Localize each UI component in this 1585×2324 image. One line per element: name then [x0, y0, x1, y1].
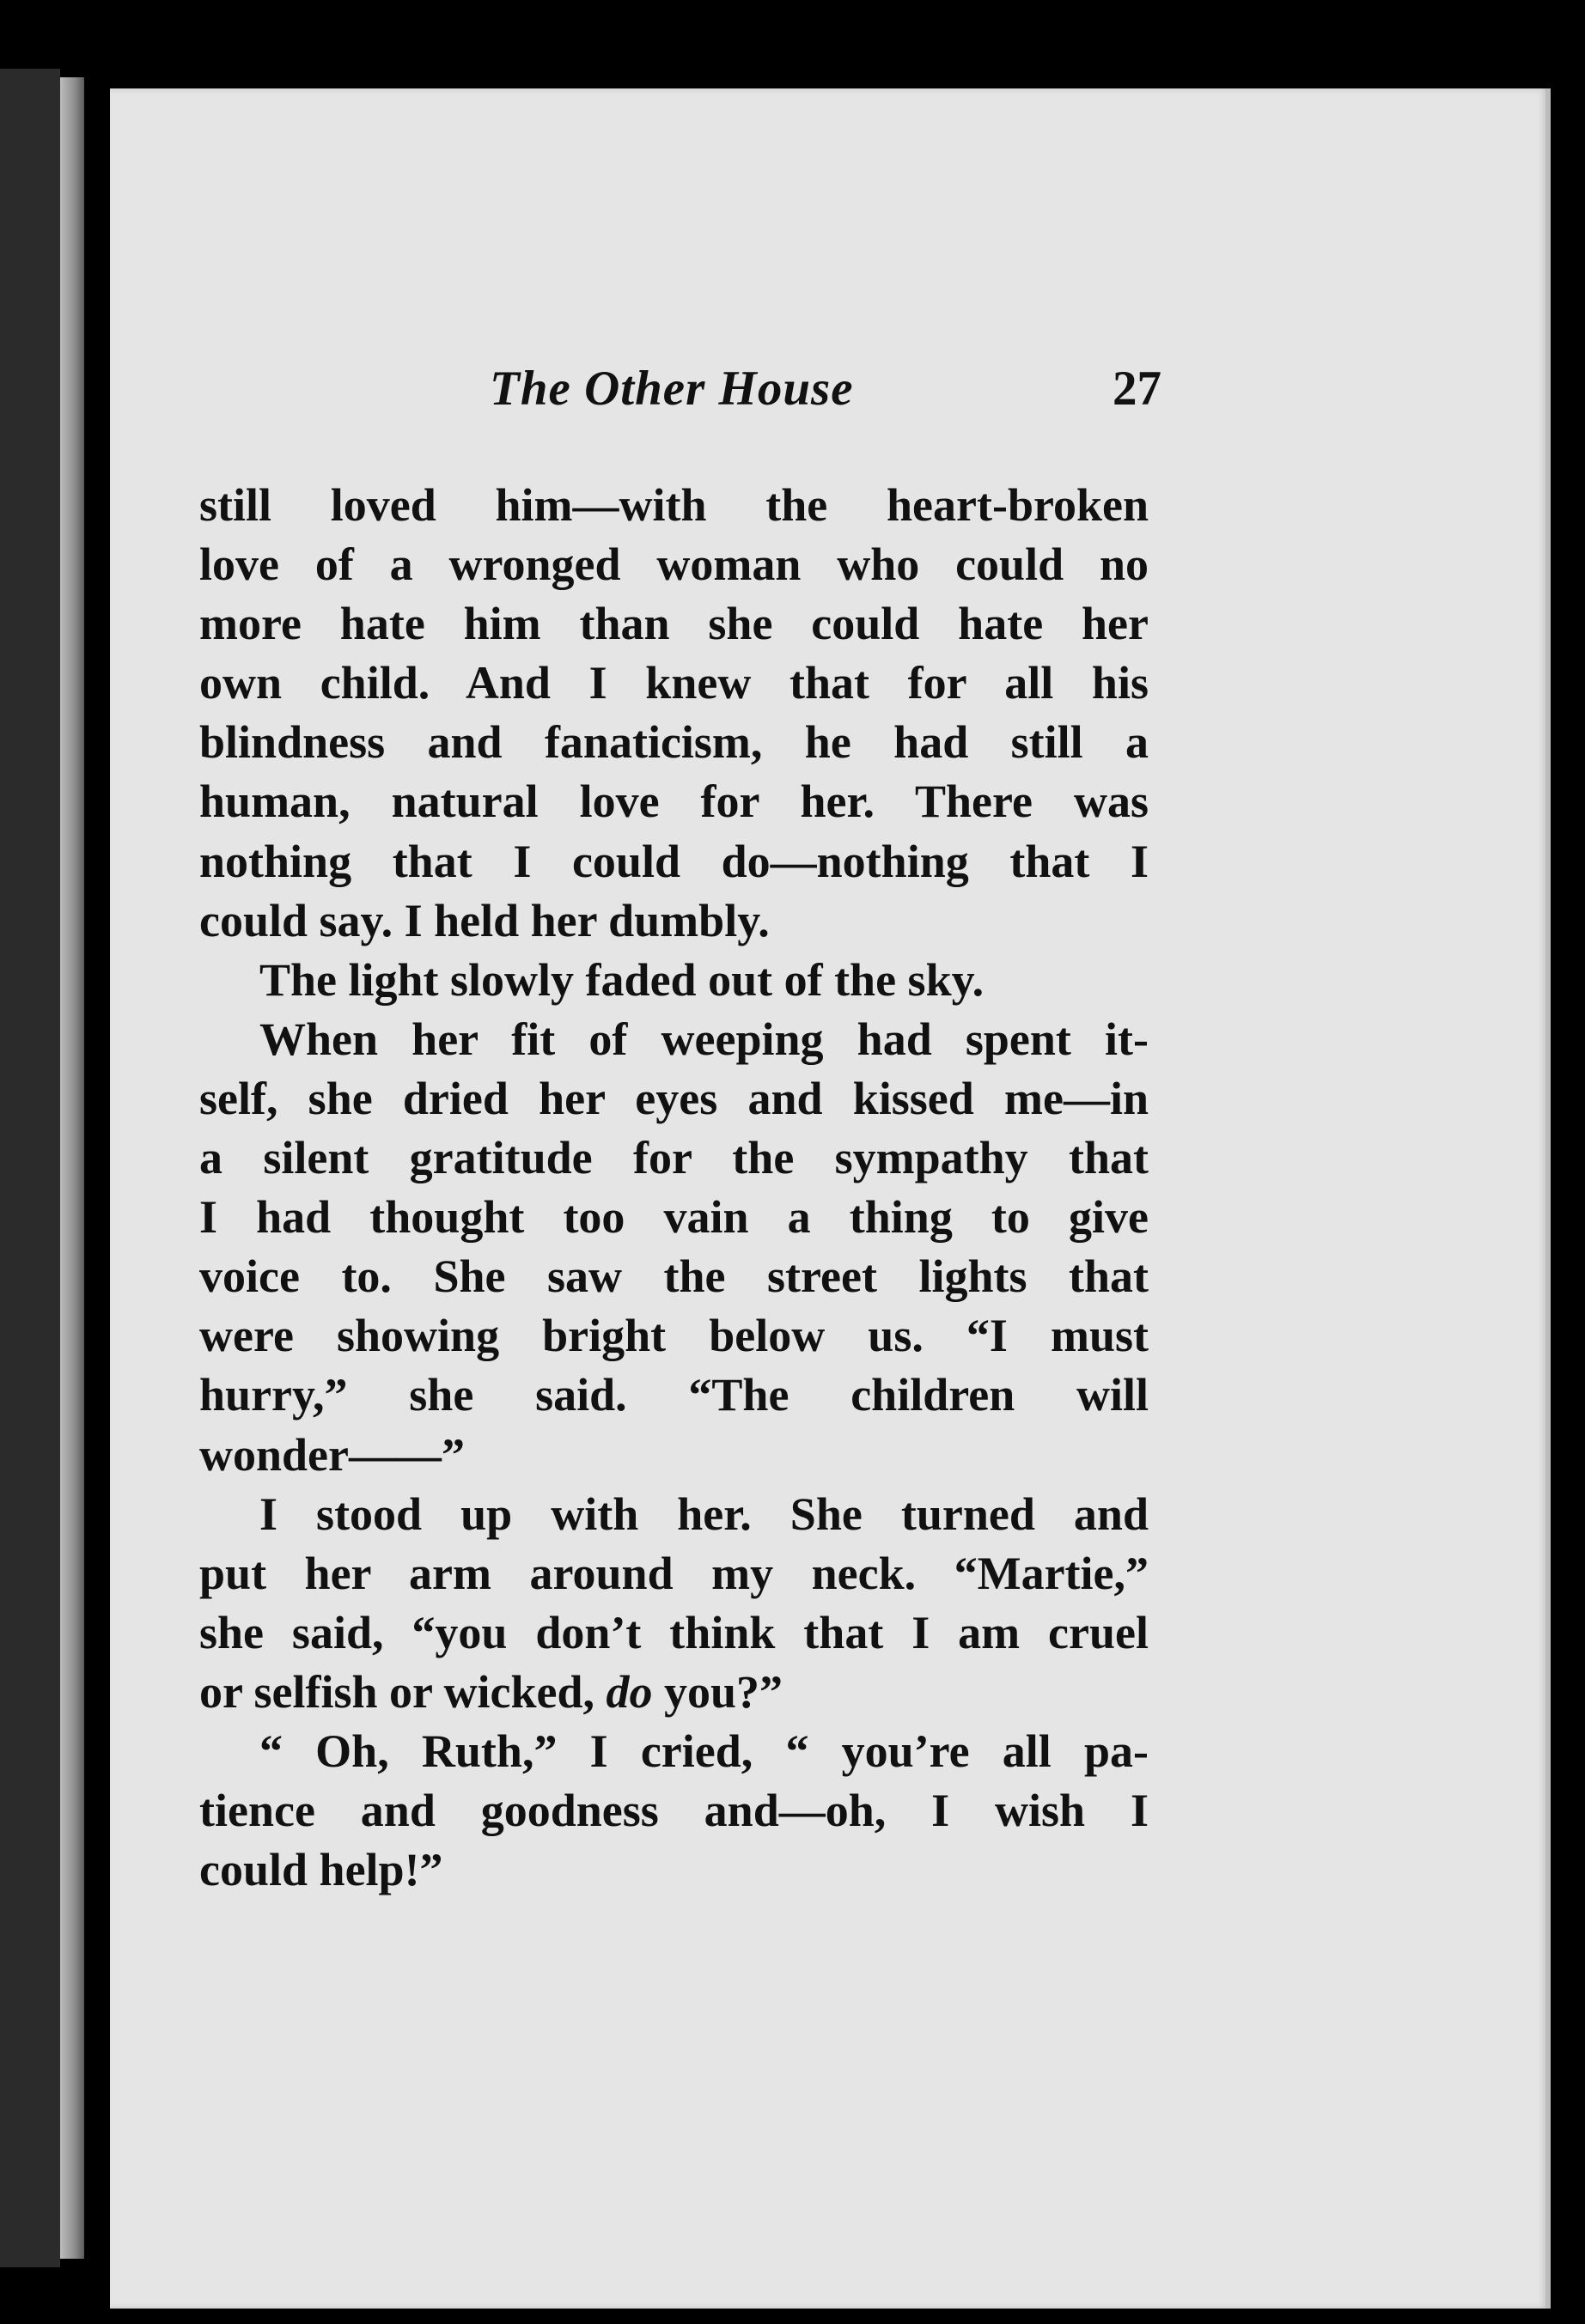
page-number: 27	[1113, 362, 1161, 416]
text-line: I had thought too vain a thing to give	[199, 1191, 1149, 1244]
text-line: tience and goodness and—oh, I wish I	[199, 1785, 1149, 1837]
text-line: When her fit of weeping had spent it-	[259, 1013, 1149, 1065]
text-line: put her arm around my neck. “Martie,”	[199, 1547, 1149, 1599]
text-line: she said, “you don’t think that I am cruel	[199, 1606, 1149, 1658]
text-run: you?”	[652, 1665, 783, 1718]
text-line: more hate him than she could hate her	[199, 598, 1149, 650]
running-title: The Other House	[490, 362, 854, 416]
text-line: could help!”	[199, 1844, 443, 1896]
text-line: a silent gratitude for the sympathy that	[199, 1132, 1149, 1184]
body-text	[199, 476, 1149, 1900]
text-line: The light slowly faded out of the sky.	[259, 953, 985, 1006]
text-line: were showing bright below us. “I must	[199, 1310, 1149, 1362]
text-line: human, natural love for her. There was	[199, 776, 1149, 828]
text-line: self, she dried her eyes and kissed me—in	[199, 1072, 1149, 1124]
text-line: wonder——”	[199, 1428, 465, 1481]
text-line: blindness and fanaticism, he had still a	[199, 716, 1149, 769]
text-run: or selfish or wicked,	[199, 1665, 607, 1718]
running-head	[490, 361, 1161, 429]
text-line: could say. I held her dumbly.	[199, 894, 770, 946]
text-line: own child. And I knew that for all his	[199, 657, 1149, 709]
text-run-italic: do	[606, 1665, 653, 1718]
text-line: nothing that I could do—nothing that I	[199, 835, 1149, 887]
text-line: I stood up with her. She turned and	[259, 1487, 1149, 1540]
text-line: still loved him—with the heart-broken	[199, 479, 1149, 531]
page-right-edge	[1545, 88, 1551, 2309]
text-line: “ Oh, Ruth,” I cried, “ you’re all pa-	[259, 1725, 1149, 1777]
text-line: hurry,” she said. “The children will	[199, 1369, 1149, 1421]
facing-page-edge	[60, 77, 84, 2259]
text-line	[199, 1663, 1149, 1722]
text-line: voice to. She saw the street lights that	[199, 1250, 1149, 1303]
binding-edge	[0, 69, 60, 2267]
text-line: love of a wronged woman who could no	[199, 538, 1149, 591]
